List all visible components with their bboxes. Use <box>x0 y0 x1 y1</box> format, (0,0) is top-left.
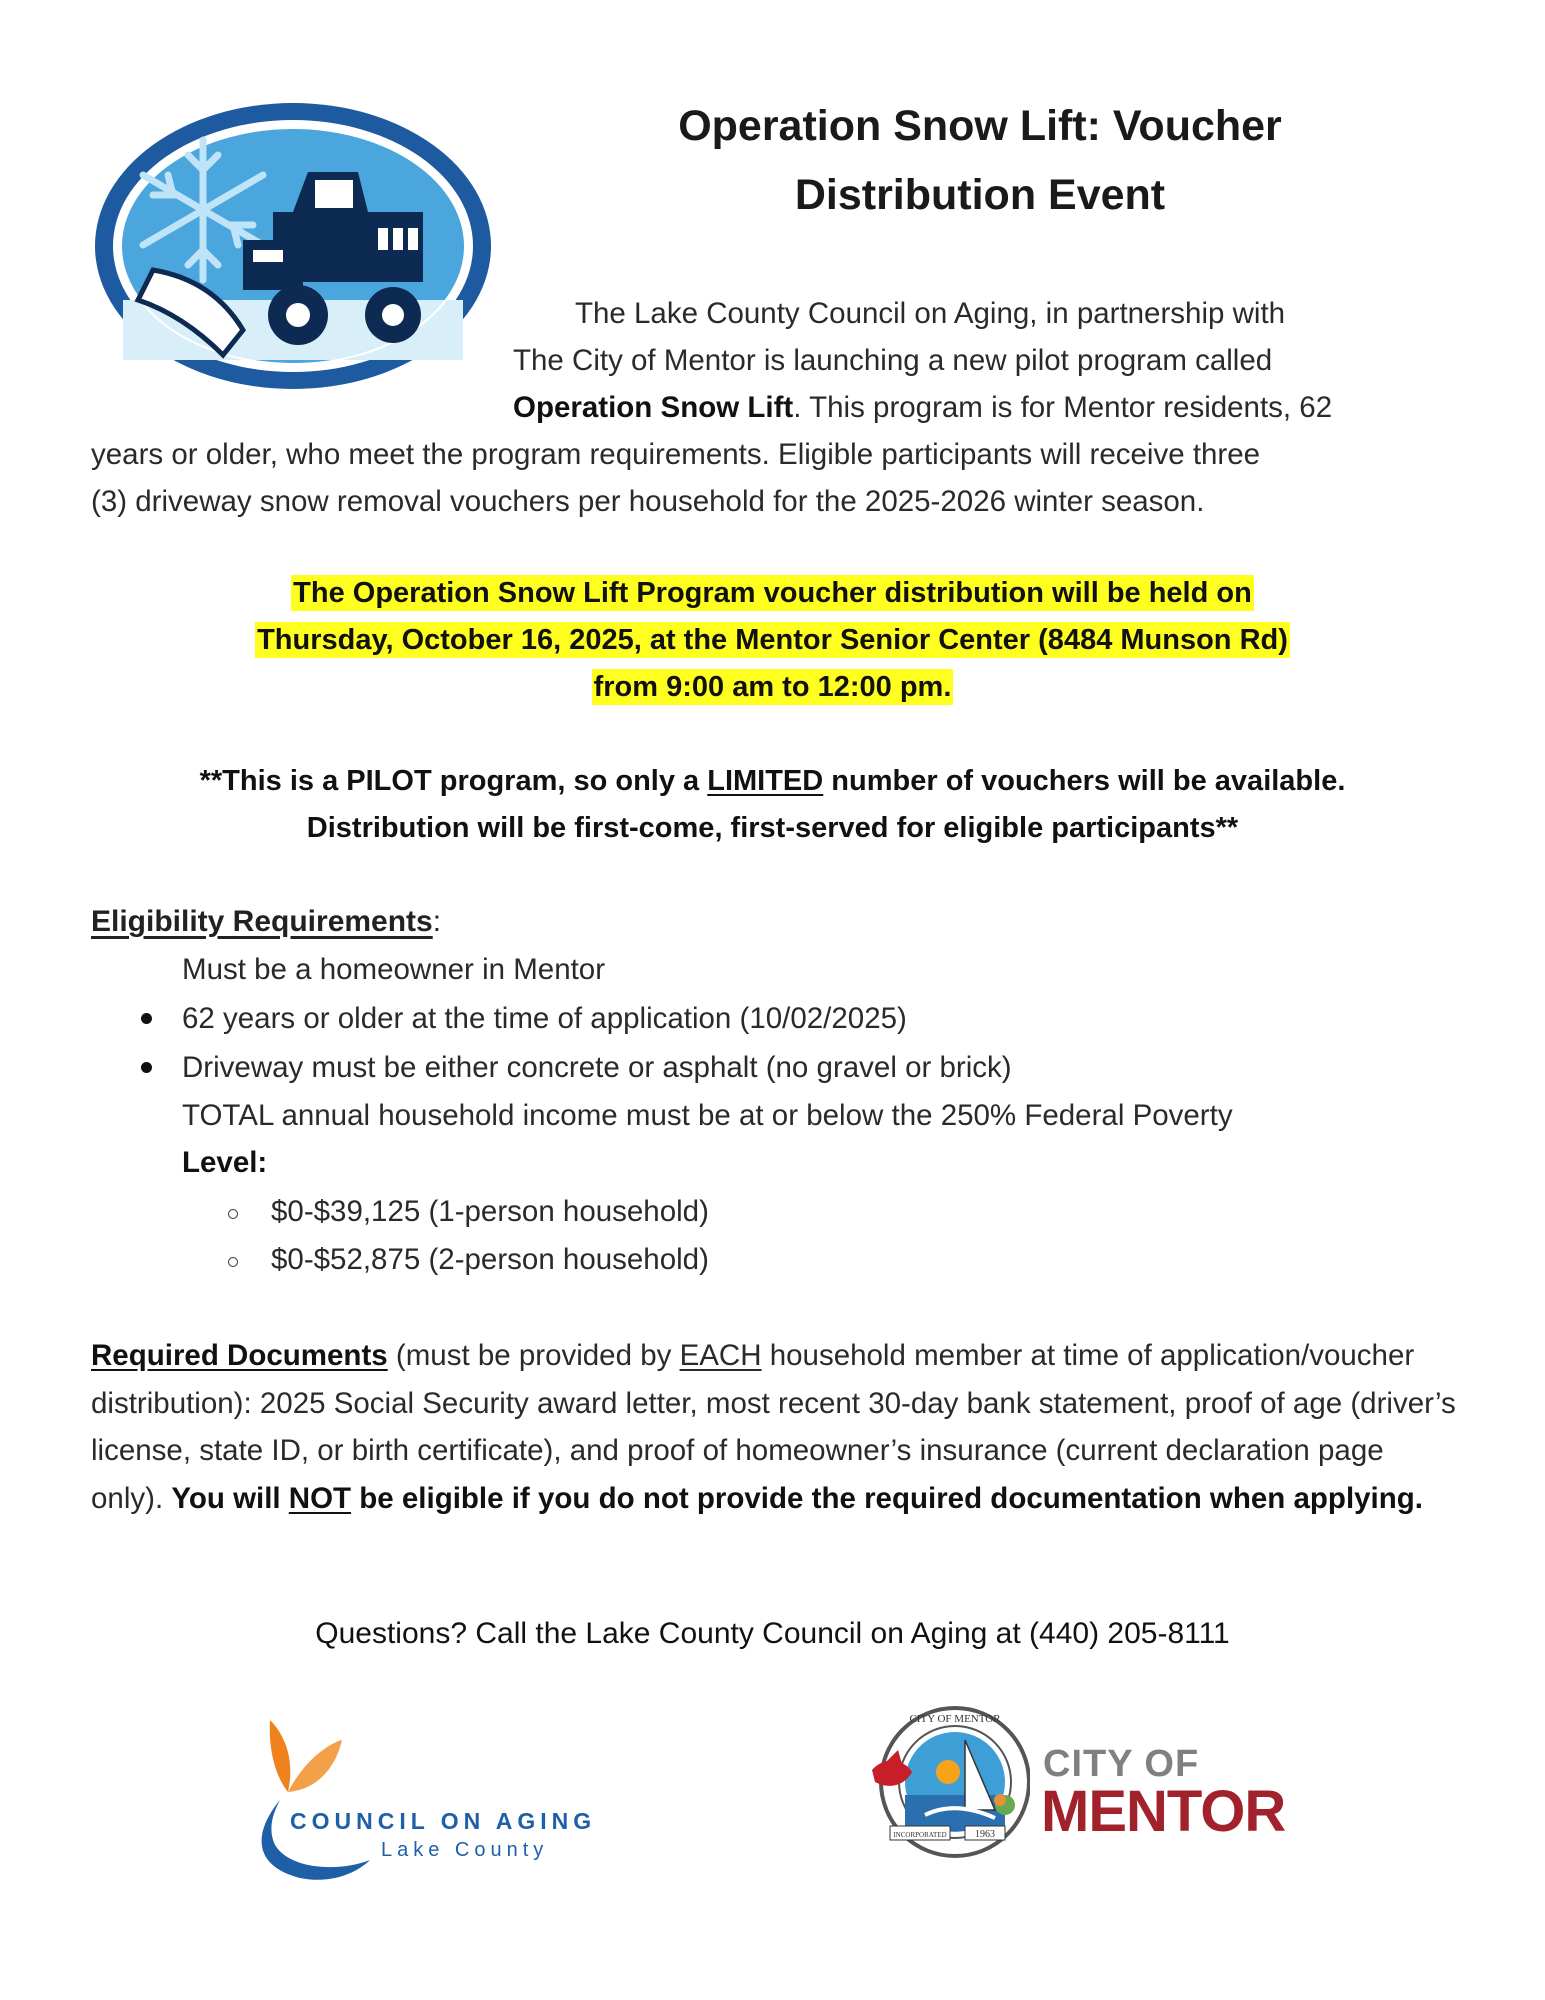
event-line-3: from 9:00 am to 12:00 pm. <box>593 671 952 703</box>
event-line-2: Thursday, October 16, 2025, at the Mentor Senior Center (8484 Munson Rd) <box>257 624 1288 656</box>
intro-line-3-rest: . This program is for Mentor residents, 62 <box>793 391 1333 424</box>
eligibility-item: 62 years or older at the time of application (10/02/2025) <box>182 1002 907 1035</box>
program-name: Operation Snow Lift <box>513 391 794 424</box>
pilot-text-b: number of vouchers will be available. <box>823 765 1346 797</box>
mentor-logo-line-2: MENTOR <box>1041 1779 1286 1844</box>
bullet-icon <box>141 1062 152 1073</box>
seal-top-text: CITY OF MENTOR <box>909 1713 1001 1725</box>
documents-heading: Required Documents <box>91 1339 388 1372</box>
income-level: $0-$39,125 (1-person household) <box>271 1195 709 1228</box>
eligibility-heading <box>91 898 441 945</box>
title-line-2: Distribution Event <box>794 171 1166 219</box>
circle-bullet-icon <box>228 1209 238 1219</box>
pilot-text-a: **This is a PILOT program, so only a <box>199 765 708 797</box>
documents-text-2: household member at time of application/voucher distribution): 2025 Social Security award letter, most recent 30-day bank statement, proof of age (driver’s license, state ID, or birth certificate), and proof of homeowner’s insurance (current declaration page only). <box>91 1339 1456 1515</box>
bullet-icon <box>141 1013 152 1024</box>
eligibility-item: Level: <box>182 1146 268 1179</box>
warning-text-1: You will <box>171 1481 289 1515</box>
documents-text-1: (must be provided by <box>387 1339 680 1372</box>
circle-bullet-icon <box>228 1257 238 1267</box>
intro-line-3 <box>513 384 1332 431</box>
city-of-mentor-seal <box>870 1700 1030 1860</box>
eligibility-colon: : <box>432 905 442 938</box>
seal-year-text: 1963 <box>975 1829 995 1840</box>
eligibility-item: Driveway must be either concrete or asphalt (no gravel or brick) <box>182 1051 1012 1084</box>
intro-line-5: (3) driveway snow removal vouchers per household for the 2025-2026 winter season. <box>91 485 1205 518</box>
seal-bottom-text: INCORPORATED <box>893 1831 947 1839</box>
eligibility-heading-text: Eligibility Requirements <box>91 905 433 938</box>
intro-line-2: The City of Mentor is launching a new pilot program called <box>513 344 1273 377</box>
income-level: $0-$52,875 (2-person household) <box>271 1243 709 1276</box>
limited-text: LIMITED <box>707 765 824 797</box>
event-announcement <box>0 570 1545 711</box>
intro-line-1: The Lake County Council on Aging, in partnership with <box>575 297 1286 330</box>
required-documents <box>91 1332 1461 1522</box>
each-text: EACH <box>679 1339 762 1372</box>
pilot-line-1 <box>0 758 1545 805</box>
warning-text-2: be eligible if you do not provide the required documentation when applying. <box>351 1481 1423 1515</box>
pilot-notice <box>0 758 1545 852</box>
not-text: NOT <box>288 1481 352 1515</box>
coa-name: COUNCIL ON AGING <box>290 1808 597 1834</box>
title-line-1: Operation Snow Lift: Voucher <box>678 102 1282 150</box>
contact-line: Questions? Call the Lake County Council on Aging at (440) 205-8111 <box>315 1617 1230 1650</box>
coa-county: Lake County <box>381 1839 549 1861</box>
eligibility-item: Must be a homeowner in Mentor <box>182 953 606 986</box>
event-line-1: The Operation Snow Lift Program voucher distribution will be held on <box>293 577 1252 609</box>
intro-line-4: years or older, who meet the program requirements. Eligible participants will receive three <box>91 438 1261 471</box>
snowplow-truck-logo <box>93 100 493 392</box>
page-title <box>560 92 1400 230</box>
mentor-logo-line-1: CITY OF <box>1043 1743 1200 1785</box>
pilot-line-2: Distribution will be first-come, first-served for eligible participants** <box>306 812 1239 844</box>
eligibility-item: TOTAL annual household income must be at or below the 250% Federal Poverty <box>182 1099 1233 1132</box>
